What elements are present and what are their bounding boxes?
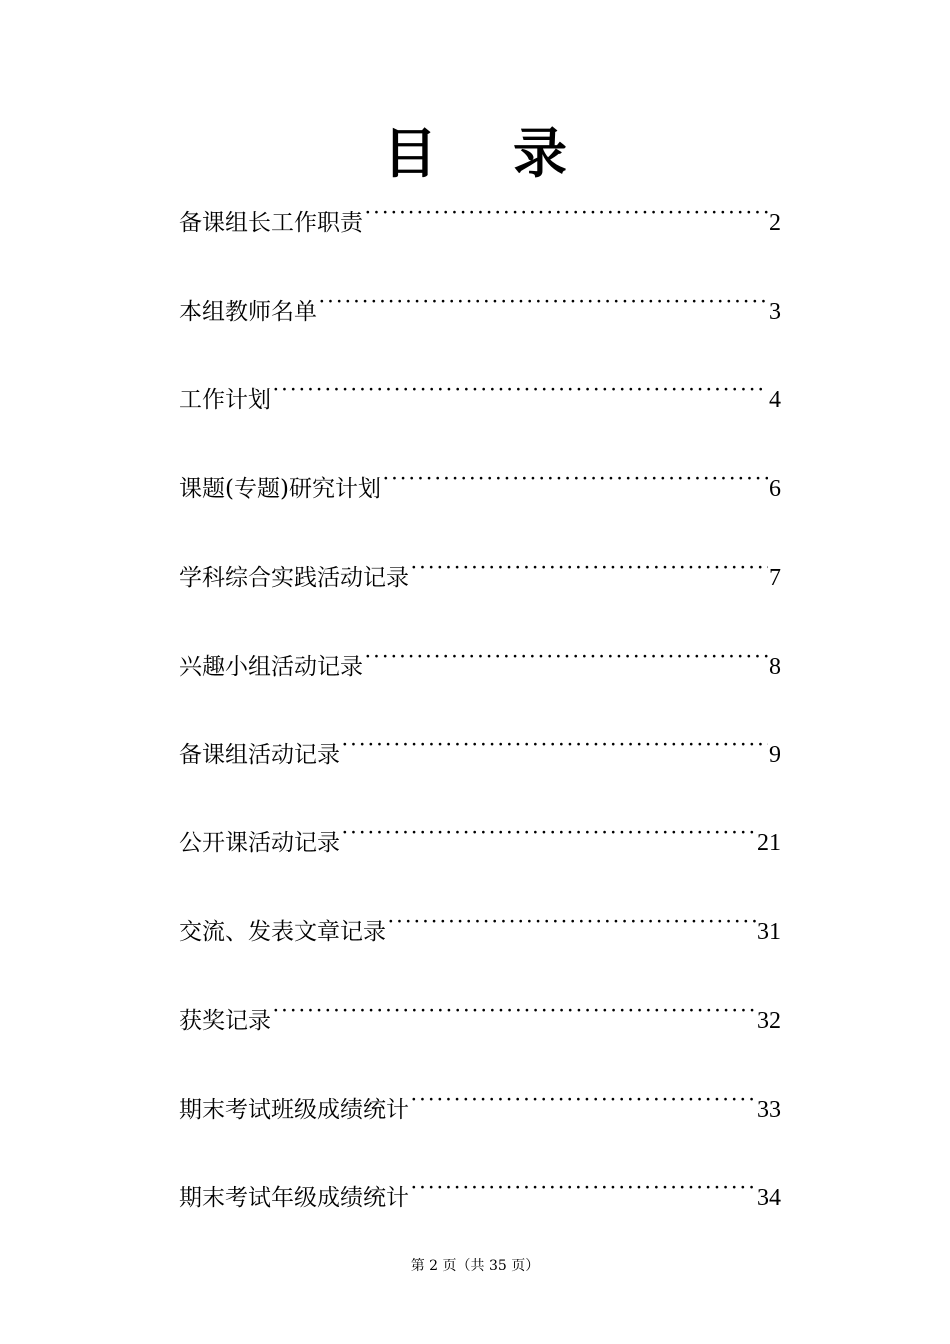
toc-entry-page: 7 (769, 565, 781, 591)
toc-leader-dots (341, 816, 756, 850)
toc-leader-dots (364, 196, 768, 230)
toc-entry-page: 32 (757, 1008, 781, 1034)
toc-entry-label: 交流、发表文章记录 (179, 919, 386, 945)
toc-entry[interactable] (179, 728, 781, 768)
toc-leader-dots (382, 462, 768, 496)
toc-entry[interactable] (179, 640, 781, 680)
toc-leader-dots (272, 373, 768, 407)
toc-entry-label: 本组教师名单 (179, 299, 317, 325)
toc-entry-label: 期末考试班级成绩统计 (179, 1097, 409, 1123)
toc-leader-dots (410, 551, 768, 585)
toc-entry-label: 课题(专题)研究计划 (179, 476, 381, 502)
toc-entry-label: 期末考试年级成绩统计 (179, 1185, 409, 1211)
toc-entry-page: 9 (769, 742, 781, 768)
toc-entry-label: 备课组长工作职责 (179, 210, 363, 236)
toc-entry-label: 学科综合实践活动记录 (179, 565, 409, 591)
toc-entry-page: 8 (769, 654, 781, 680)
toc-entry[interactable] (179, 462, 781, 502)
toc-leader-dots (364, 640, 768, 674)
toc-entry-label: 备课组活动记录 (179, 742, 340, 768)
toc-entry-label: 获奖记录 (179, 1008, 271, 1034)
toc-entry[interactable] (179, 816, 781, 856)
toc-entry-page: 34 (757, 1185, 781, 1211)
toc-entry-page: 4 (769, 387, 781, 413)
page-footer: 第 2 页（共 35 页） (410, 1258, 540, 1274)
toc-entry[interactable] (179, 285, 781, 325)
toc-entry-page: 31 (757, 919, 781, 945)
toc-entry[interactable] (179, 373, 781, 413)
toc-leader-dots (341, 728, 768, 762)
page-title (0, 118, 950, 190)
toc-leader-dots (387, 905, 756, 939)
toc-leader-dots (410, 1171, 756, 1205)
toc-leader-dots (410, 1083, 756, 1117)
toc-entry[interactable] (179, 905, 781, 945)
toc-entry-page: 33 (757, 1097, 781, 1123)
toc-entry-page: 6 (769, 476, 781, 502)
title-char-2: 录 (513, 122, 567, 185)
toc-entry-label: 公开课活动记录 (179, 830, 340, 856)
toc-entry[interactable] (179, 196, 781, 236)
toc-leader-dots (318, 285, 768, 319)
toc-entry-page: 2 (769, 210, 781, 236)
toc-entry[interactable] (179, 1083, 781, 1123)
title-char-1: 目 (383, 122, 437, 185)
toc-leader-dots (272, 994, 756, 1028)
toc-entry-page: 21 (757, 830, 781, 856)
toc-entry[interactable] (179, 1171, 781, 1211)
toc-entry-label: 兴趣小组活动记录 (179, 654, 363, 680)
toc-entry-label: 工作计划 (179, 387, 271, 413)
toc-entry[interactable] (179, 551, 781, 591)
toc-entry[interactable] (179, 994, 781, 1034)
toc-entry-page: 3 (769, 299, 781, 325)
